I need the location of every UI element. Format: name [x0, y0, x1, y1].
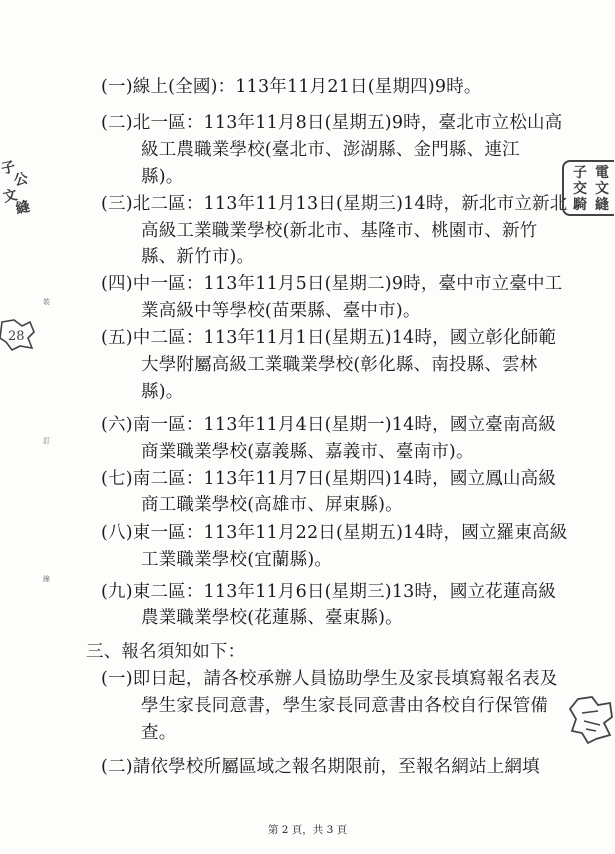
margin-mark: 訂 — [43, 437, 50, 445]
text-line: (二)北一區：113年11月8日(星期五)9時，臺北市立松山高 — [101, 113, 563, 133]
svg-text:28: 28 — [8, 329, 25, 344]
section-heading: 三、報名須知如下： — [86, 642, 246, 662]
text-line: 工業職業學校(宜蘭縣)。 — [141, 550, 333, 570]
text-line: 縣、新竹市)。 — [141, 247, 255, 267]
seal-fragment-icon — [568, 695, 614, 745]
text-line: 農業職業學校(花蓮縣、臺東縣)。 — [141, 608, 403, 628]
text-line: (四)中一區：113年11月5日(星期二)9時，臺中市立臺中工 — [101, 274, 563, 294]
page-number-footer: 第 2 頁，共 3 頁 — [267, 824, 348, 836]
text-line: (二)請依學校所屬區域之報名期限前，至報名網站上網填 — [101, 757, 540, 777]
text-line: 高級工業職業學校(新北市、基隆市、桃園市、新竹 — [141, 221, 538, 241]
text-line: 縣)。 — [141, 167, 184, 187]
text-line: 商工職業學校(高雄市、屏東縣)。 — [141, 495, 403, 515]
text-line: 學生家長同意書，學生家長同意書由各校自行保管備 — [141, 696, 549, 716]
text-line: (三)北二區：113年11月13日(星期三)14時，新北市立新北 — [101, 194, 568, 214]
text-line: (八)東一區：113年11月22日(星期五)14時，國立羅東高級 — [101, 523, 568, 543]
text-line: 縣)。 — [141, 382, 184, 402]
text-line: (九)東二區：113年11月6日(星期三)13時，國立花蓮高級 — [101, 582, 557, 602]
margin-mark: 線 — [43, 575, 50, 583]
text-line: 大學附屬高級工業職業學校(彰化縣、南投縣、雲林 — [141, 355, 538, 375]
text-line: (七)南二區：113年11月7日(星期四)14時，國立鳳山高級 — [101, 469, 557, 489]
text-line: 查。 — [141, 723, 177, 743]
text-line: (一)即日起，請各校承辦人員協助學生及家長填寫報名表及 — [101, 669, 558, 689]
text-line: 商業職業學校(嘉義縣、嘉義市、臺南市)。 — [141, 442, 474, 462]
text-line: 級工農職業學校(臺北市、澎湖縣、金門縣、連江 — [141, 140, 520, 160]
text-line: (五)中二區：113年11月1日(星期五)14時，國立彰化師範 — [101, 328, 557, 348]
text-line: (六)南一區：113年11月4日(星期一)14時，國立臺南高級 — [101, 415, 557, 435]
seal-fragment-icon — [0, 318, 36, 352]
seam-stamp-left: 子 公 文 縫 — [0, 159, 32, 218]
margin-mark: 裝 — [43, 298, 50, 306]
text-line: (一)線上(全國)：113年11月21日(星期四)9時。 — [101, 77, 482, 97]
seam-stamp-right: 子 電 交 文 騎 縫 — [562, 160, 614, 216]
text-line: 業高級中等學校(苗栗縣、臺中市)。 — [141, 301, 421, 321]
